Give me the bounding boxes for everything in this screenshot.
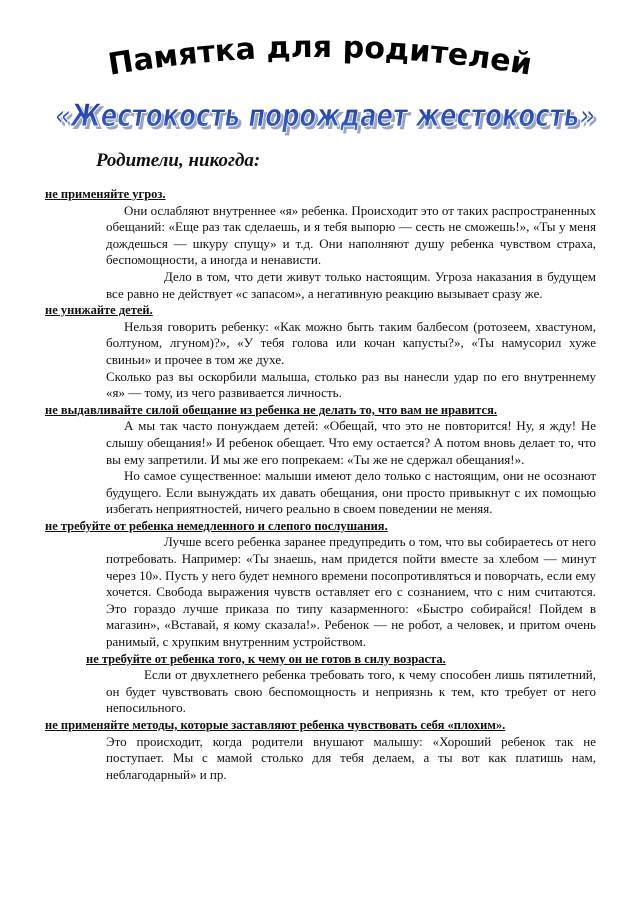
section-paragraph: Нельзя говорить ребенку: «Как можно быть таким балбесом (ротозеем, хвастуном, болтуном, лгуном)?», «У тебя голова или кочан капусты?», «Ты намусорил хуже свиньи» и прочее в том же духе.: [106, 318, 596, 367]
section-heading: не требуйте от ребенка немедленного и слепого послушания.: [45, 518, 388, 533]
memo-slogan-shadow: «Жестокость порождает жестокость»: [58, 101, 598, 137]
section-paragraph: Сколько раз вы оскорбили малыша, столько раз вы нанесли удар по его внутреннему «я» — тому, из чего развивается личность.: [106, 368, 596, 401]
section-heading: не применяйте методы, которые заставляют ребенка чувствовать себя «плохим».: [45, 718, 506, 732]
memo-title-text: Памятка для родителей: [105, 29, 535, 83]
memo-title-art: [105, 22, 535, 82]
section-heading: не выдавливайте силой обещание из ребенка не делать то, что вам не нравится.: [45, 402, 497, 417]
section-paragraph: А мы так часто понуждаем детей: «Обещай, что это не повторится! Ну, я жду! Не слышу обещания!» И ребенок обещает. Что ему остается? А потом вновь делает то, что вы ему запретили. И мы же его попрекаем: «Ты же не сдержал обещания!».: [106, 418, 596, 467]
section-paragraph: Но самое существенное: малыши имеют дело только с настоящим, они не осознают будущего. Если вынуждать их давать обещания, они просто привыкнут с их помощью избегать неприятностей, ничего реально в своем поведении не меняя.: [106, 468, 596, 517]
section-paragraph: Если от двухлетнего ребенка требовать того, к чему способен лишь пятилетний, он будет чувствовать свою беспомощность и неприязнь к тем, кто требует от него непосильного.: [106, 667, 596, 716]
memo-subtitle: Родители, никогда:: [96, 150, 261, 171]
section-heading: не унижайте детей.: [45, 303, 153, 318]
section-heading: не применяйте угроз.: [45, 187, 166, 201]
memo-slogan: [45, 92, 605, 140]
section-paragraph: Они ослабляют внутреннее «я» ребенка. Происходит это от таких распространенных обещаний: «Еще раз так сделаешь, и я тебя выпорю — сесть не сможешь!», «Ты у меня дождешься — шкуру спущу» и т.д. Они наполняют душу ребенка чувством страха, беспомощности, а иногда и ненависти.: [106, 202, 596, 268]
section-paragraph: Это происходит, когда родители внушают малышу: «Хороший ребенок так не поступает. Мы с мамой столько для тебя делаем, а ты вот как платишь нам, неблагодарный» и пр.: [106, 733, 596, 782]
memo-content: [0, 186, 640, 783]
section-paragraph: Дело в том, что дети живут только настоящим. Угроза наказания в будущем все равно не действует «с запасом», а негативную реакцию вызывает сразу же.: [106, 268, 596, 301]
memo-slogan-art: [45, 92, 605, 140]
memo-title: [105, 22, 535, 82]
memo-slogan-text: «Жестокость порождает жестокость»: [55, 98, 595, 134]
section-heading: не требуйте от ребенка того, к чему он не готов в силу возраста.: [86, 651, 446, 666]
section-paragraph: Лучше всего ребенка заранее предупредить о том, что вы собираетесь от него потребовать. Например: «Ты знаешь, нам придется пойти вместе за хлебом — минут через 10». Пусть у него будет немного времени посопротивляться и поворчать, если ему хочется. Свобода выражения чувств оставляет его с сознанием, что с ним считаются. Это гораздо лучше приказа по типу казарменного: «Быстро собирайся! Пойдем в магазин», «Вставай, я кому сказала!». Ребенок — не робот, а человек, и притом очень ранимый, с хрупким внутренним устройством.: [106, 534, 596, 650]
